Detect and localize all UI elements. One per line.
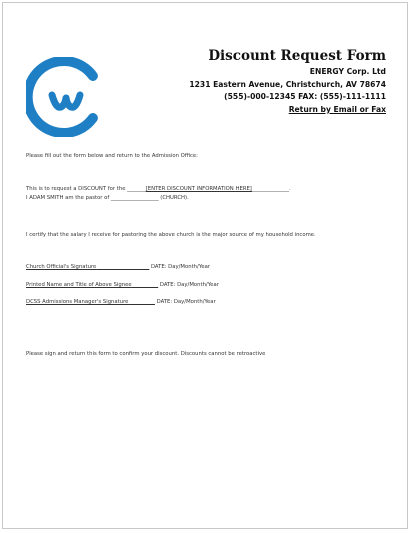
dcss-manager-signature-field[interactable]: __________ bbox=[128, 299, 155, 305]
date-label: DATE: Day/Month/Year bbox=[159, 282, 219, 288]
page-title: Discount Request Form bbox=[208, 48, 386, 64]
date-label: DATE: Day/Month/Year bbox=[150, 264, 211, 270]
closing-text: Please sign and return this form to confirm your discount. Discounts cannot be retroactive bbox=[26, 351, 266, 357]
company-name: ENERGY Corp. Ltd bbox=[309, 67, 386, 76]
signature-row-dcss-manager bbox=[26, 298, 382, 307]
signature-row-printed-name bbox=[26, 281, 382, 290]
printed-name-field[interactable]: __________ bbox=[131, 282, 159, 288]
phone-fax: (555)-000-12345 FAX: (555)-111-1111 bbox=[224, 92, 386, 102]
certify-text: I certify that the salary I receive for pastoring the above church is the major source of my household income. bbox=[26, 232, 316, 238]
request-prefix: This is to request a DISCOUNT for the _______ bbox=[26, 186, 146, 192]
church-official-signature-label: Church Official's Signature bbox=[26, 264, 97, 270]
request-suffix: ______________. bbox=[251, 186, 291, 192]
date-label: DATE: Day/Month/Year bbox=[156, 299, 216, 305]
instruction-text: Please fill out the form below and return to the Admission Office: bbox=[26, 153, 198, 159]
printed-name-label: Printed Name and Title of Above Signee bbox=[26, 282, 132, 288]
dcss-manager-signature-label: DCSS Admissions Manager's Signature bbox=[26, 299, 129, 305]
cw-circle-logo-icon bbox=[26, 57, 106, 137]
request-line bbox=[26, 185, 382, 203]
company-address: 1231 Eastern Avenue, Christchurch, AV 78674 bbox=[189, 79, 386, 89]
request-placeholder[interactable]: [ENTER DISCOUNT INFORMATION HERE] bbox=[145, 186, 252, 192]
signature-row-church-official bbox=[26, 263, 382, 272]
document-header bbox=[189, 48, 386, 116]
church-official-signature-field[interactable]: ____________________ bbox=[96, 264, 150, 270]
return-link[interactable]: Return by Email or Fax bbox=[288, 104, 386, 114]
pastor-line: I ADAM SMITH am the pastor of __________________ (CHURCH). bbox=[26, 195, 189, 201]
